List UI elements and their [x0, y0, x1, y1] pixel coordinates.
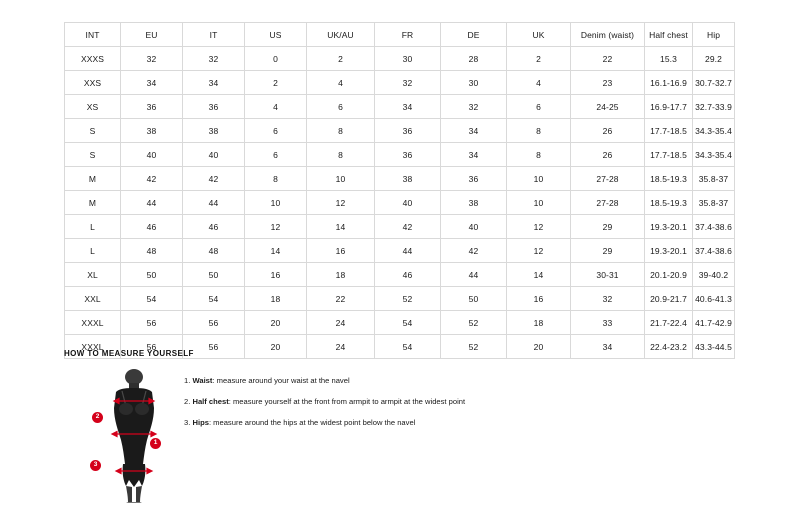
column-header-uk-au: UK/AU: [307, 23, 375, 47]
table-row: [65, 119, 735, 143]
size-value-cell: 2: [245, 71, 307, 95]
size-value-cell: 32: [183, 47, 245, 71]
size-value-cell: 34.3-35.4: [693, 143, 735, 167]
size-value-cell: 12: [507, 215, 571, 239]
table-row: [65, 263, 735, 287]
size-value-cell: 29.2: [693, 47, 735, 71]
instruction-number: 1.: [184, 376, 191, 385]
size-value-cell: 36: [183, 95, 245, 119]
table-header-row: [65, 23, 735, 47]
size-value-cell: 18.5-19.3: [645, 167, 693, 191]
column-header-us: US: [245, 23, 307, 47]
size-label-cell: S: [65, 119, 121, 143]
marker-badge-1: 1: [150, 438, 161, 449]
size-label-cell: XXS: [65, 71, 121, 95]
size-value-cell: 12: [245, 215, 307, 239]
size-value-cell: 29: [571, 239, 645, 263]
size-value-cell: 29: [571, 215, 645, 239]
instruction-term: Hips: [192, 418, 209, 428]
table-row: [65, 239, 735, 263]
size-value-cell: 40: [183, 143, 245, 167]
size-value-cell: 22: [307, 287, 375, 311]
size-value-cell: 42: [441, 239, 507, 263]
size-value-cell: 36: [375, 143, 441, 167]
size-value-cell: 26: [571, 119, 645, 143]
table-row: [65, 167, 735, 191]
size-value-cell: 54: [121, 287, 183, 311]
size-value-cell: 34: [375, 95, 441, 119]
size-value-cell: 14: [245, 239, 307, 263]
size-value-cell: 16.9-17.7: [645, 95, 693, 119]
size-value-cell: 34: [183, 71, 245, 95]
column-header-denim-waist: Denim (waist): [571, 23, 645, 47]
column-header-uk: UK: [507, 23, 571, 47]
size-value-cell: 32.7-33.9: [693, 95, 735, 119]
size-value-cell: 16: [245, 263, 307, 287]
size-value-cell: 30: [375, 47, 441, 71]
measure-instruction-1: [184, 376, 465, 385]
size-label-cell: XS: [65, 95, 121, 119]
size-value-cell: 2: [307, 47, 375, 71]
instruction-text: : measure yourself at the front from armpit to armpit at the widest point: [228, 397, 466, 407]
table-row: [65, 215, 735, 239]
size-value-cell: 44: [375, 239, 441, 263]
size-value-cell: 15.3: [645, 47, 693, 71]
size-value-cell: 37.4-38.6: [693, 215, 735, 239]
size-value-cell: 18: [307, 263, 375, 287]
size-value-cell: 40: [375, 191, 441, 215]
size-value-cell: 17.7-18.5: [645, 119, 693, 143]
table-row: [65, 71, 735, 95]
size-value-cell: 50: [183, 263, 245, 287]
size-value-cell: 37.4-38.6: [693, 239, 735, 263]
size-value-cell: 38: [121, 119, 183, 143]
size-value-cell: 10: [507, 191, 571, 215]
size-value-cell: 34: [121, 71, 183, 95]
instruction-term: Waist: [192, 376, 213, 385]
size-value-cell: 56: [183, 311, 245, 335]
size-value-cell: 0: [245, 47, 307, 71]
size-value-cell: 34: [441, 119, 507, 143]
size-label-cell: XXXS: [65, 47, 121, 71]
size-value-cell: 24: [307, 311, 375, 335]
size-value-cell: 40: [441, 215, 507, 239]
size-value-cell: 17.7-18.5: [645, 143, 693, 167]
measure-instruction-3: [184, 418, 465, 427]
size-value-cell: 8: [245, 167, 307, 191]
how-to-measure-section: [64, 349, 744, 503]
size-value-cell: 44: [441, 263, 507, 287]
size-value-cell: 6: [245, 143, 307, 167]
size-value-cell: 36: [375, 119, 441, 143]
instruction-number: 3.: [184, 418, 191, 428]
size-value-cell: 44: [121, 191, 183, 215]
size-value-cell: 39-40.2: [693, 263, 735, 287]
size-value-cell: 48: [121, 239, 183, 263]
size-value-cell: 52: [375, 287, 441, 311]
size-value-cell: 19.3-20.1: [645, 215, 693, 239]
size-value-cell: 14: [507, 263, 571, 287]
size-value-cell: 22: [571, 47, 645, 71]
size-value-cell: 36: [441, 167, 507, 191]
size-value-cell: 8: [307, 143, 375, 167]
size-value-cell: 34: [571, 335, 645, 359]
size-value-cell: 38: [441, 191, 507, 215]
size-label-cell: M: [65, 191, 121, 215]
size-value-cell: 24: [307, 335, 375, 359]
size-value-cell: 42: [183, 167, 245, 191]
size-value-cell: 24-25: [571, 95, 645, 119]
size-value-cell: 18: [507, 311, 571, 335]
column-header-int: INT: [65, 23, 121, 47]
size-value-cell: 42: [375, 215, 441, 239]
size-value-cell: 20: [245, 311, 307, 335]
size-label-cell: XXXL: [65, 311, 121, 335]
size-value-cell: 46: [375, 263, 441, 287]
size-value-cell: 16.1-16.9: [645, 71, 693, 95]
size-value-cell: 30.7-32.7: [693, 71, 735, 95]
size-label-cell: XXXL: [65, 335, 121, 359]
size-value-cell: 54: [375, 335, 441, 359]
size-value-cell: 19.3-20.1: [645, 239, 693, 263]
mannequin-figure: [64, 368, 179, 503]
measure-instruction-2: [184, 397, 465, 406]
column-header-half-chest: Half chest: [645, 23, 693, 47]
size-value-cell: 8: [507, 143, 571, 167]
size-value-cell: 30-31: [571, 263, 645, 287]
size-value-cell: 34.3-35.4: [693, 119, 735, 143]
size-value-cell: 32: [441, 95, 507, 119]
size-value-cell: 20: [245, 335, 307, 359]
table-body: [65, 47, 735, 359]
how-to-measure-body: [64, 368, 744, 503]
size-value-cell: 2: [507, 47, 571, 71]
size-value-cell: 50: [441, 287, 507, 311]
size-value-cell: 54: [375, 311, 441, 335]
size-value-cell: 27-28: [571, 167, 645, 191]
size-value-cell: 18: [245, 287, 307, 311]
size-value-cell: 16: [507, 287, 571, 311]
size-value-cell: 48: [183, 239, 245, 263]
size-value-cell: 54: [183, 287, 245, 311]
column-header-eu: EU: [121, 23, 183, 47]
size-value-cell: 8: [507, 119, 571, 143]
size-label-cell: S: [65, 143, 121, 167]
size-value-cell: 20.9-21.7: [645, 287, 693, 311]
size-value-cell: 40.6-41.3: [693, 287, 735, 311]
table-row: [65, 47, 735, 71]
size-value-cell: 35.8-37: [693, 167, 735, 191]
size-value-cell: 27-28: [571, 191, 645, 215]
size-value-cell: 14: [307, 215, 375, 239]
size-value-cell: 26: [571, 143, 645, 167]
size-value-cell: 43.3-44.5: [693, 335, 735, 359]
size-value-cell: 10: [245, 191, 307, 215]
size-value-cell: 4: [245, 95, 307, 119]
column-header-fr: FR: [375, 23, 441, 47]
instruction-term: Half chest: [192, 397, 229, 407]
size-value-cell: 38: [183, 119, 245, 143]
size-value-cell: 42: [121, 167, 183, 191]
size-chart-container: [64, 22, 734, 359]
size-value-cell: 16: [307, 239, 375, 263]
how-to-measure-title: HOW TO MEASURE YOURSELF: [64, 349, 194, 358]
size-value-cell: 56: [121, 335, 183, 359]
instruction-number: 2.: [184, 397, 191, 407]
size-value-cell: 46: [121, 215, 183, 239]
measure-instructions: [184, 368, 465, 439]
instruction-text: : measure around your waist at the navel: [212, 376, 350, 385]
size-value-cell: 18.5-19.3: [645, 191, 693, 215]
size-value-cell: 30: [441, 71, 507, 95]
size-value-cell: 12: [307, 191, 375, 215]
size-value-cell: 33: [571, 311, 645, 335]
column-header-de: DE: [441, 23, 507, 47]
size-value-cell: 10: [307, 167, 375, 191]
size-label-cell: XL: [65, 263, 121, 287]
size-label-cell: L: [65, 239, 121, 263]
size-value-cell: 46: [183, 215, 245, 239]
size-label-cell: L: [65, 215, 121, 239]
size-label-cell: M: [65, 167, 121, 191]
table-row: [65, 95, 735, 119]
size-value-cell: 21.7-22.4: [645, 311, 693, 335]
size-value-cell: 20.1-20.9: [645, 263, 693, 287]
table-row: [65, 143, 735, 167]
size-value-cell: 44: [183, 191, 245, 215]
instruction-text: : measure around the hips at the widest point below the navel: [208, 418, 416, 428]
size-value-cell: 32: [571, 287, 645, 311]
size-label-cell: XXL: [65, 287, 121, 311]
marker-badge-3: 3: [90, 460, 101, 471]
size-value-cell: 52: [441, 335, 507, 359]
table-row: [65, 287, 735, 311]
size-value-cell: 6: [307, 95, 375, 119]
size-value-cell: 34: [441, 143, 507, 167]
size-value-cell: 28: [441, 47, 507, 71]
size-value-cell: 40: [121, 143, 183, 167]
size-value-cell: 56: [121, 311, 183, 335]
size-value-cell: 56: [183, 335, 245, 359]
size-value-cell: 12: [507, 239, 571, 263]
size-value-cell: 20: [507, 335, 571, 359]
size-value-cell: 52: [441, 311, 507, 335]
size-value-cell: 32: [121, 47, 183, 71]
size-value-cell: 41.7-42.9: [693, 311, 735, 335]
table-row: [65, 191, 735, 215]
size-value-cell: 6: [507, 95, 571, 119]
column-header-hip: Hip: [693, 23, 735, 47]
size-value-cell: 8: [307, 119, 375, 143]
size-value-cell: 23: [571, 71, 645, 95]
table-row: [65, 311, 735, 335]
size-value-cell: 4: [507, 71, 571, 95]
size-value-cell: 38: [375, 167, 441, 191]
size-value-cell: 50: [121, 263, 183, 287]
size-value-cell: 22.4-23.2: [645, 335, 693, 359]
size-value-cell: 10: [507, 167, 571, 191]
column-header-it: IT: [183, 23, 245, 47]
marker-badge-2: 2: [92, 412, 103, 423]
size-chart-table: [64, 22, 735, 359]
mannequin-illustration: [98, 368, 170, 503]
size-value-cell: 6: [245, 119, 307, 143]
size-value-cell: 36: [121, 95, 183, 119]
size-value-cell: 35.8-37: [693, 191, 735, 215]
size-value-cell: 32: [375, 71, 441, 95]
size-value-cell: 4: [307, 71, 375, 95]
